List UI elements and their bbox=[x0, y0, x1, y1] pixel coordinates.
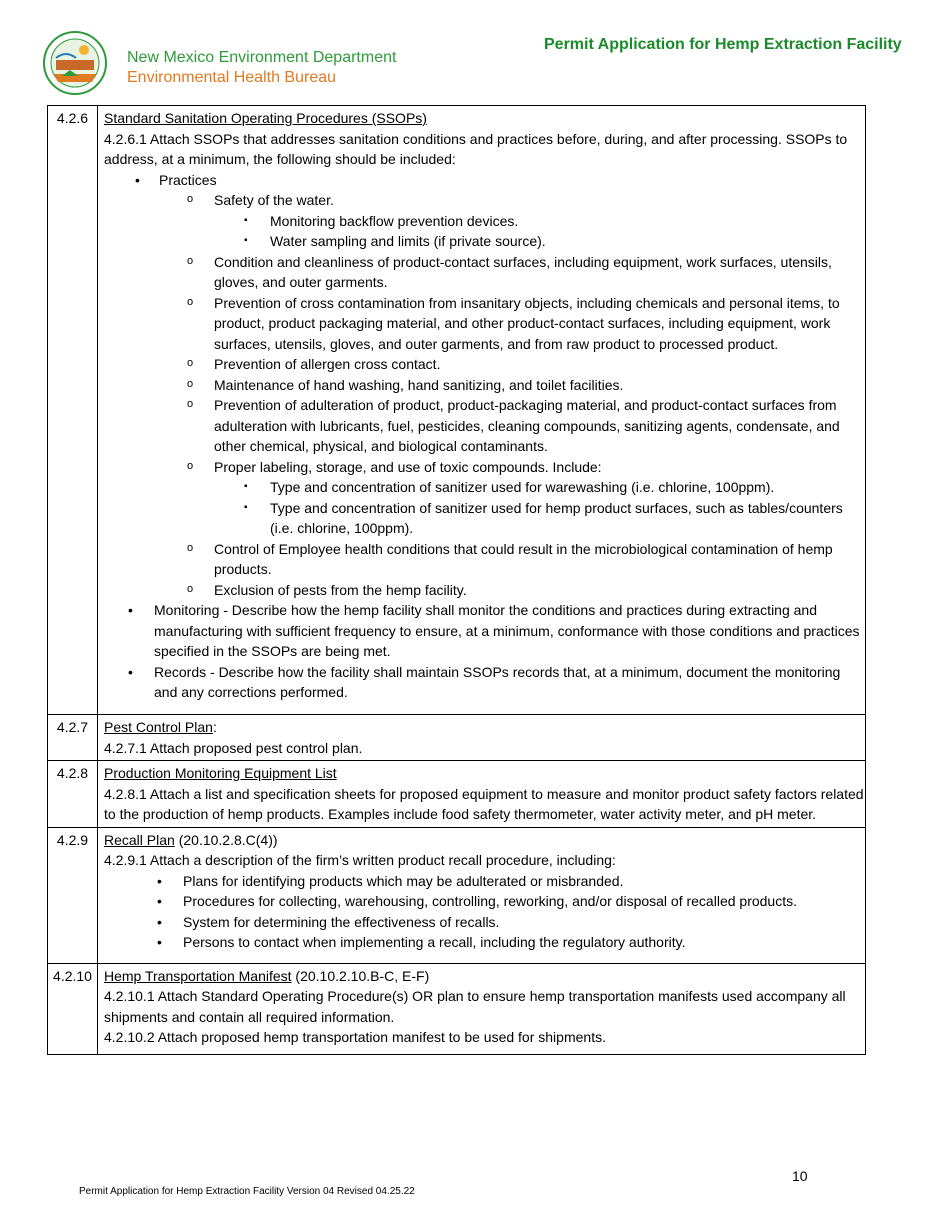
list-item bbox=[159, 190, 865, 252]
list-item: o Prevention of cross contamination from insanitary objects, including chemicals and personal items, to product, product packaging material, and other product-contact surfaces, including equipment, work surfaces, utensils, gloves, and outer garments, and from raw product to processed product. bbox=[159, 293, 865, 355]
subsublist bbox=[214, 477, 865, 539]
list-item: • Procedures for collecting, warehousing, controlling, reworking, and/or disposal of recalled products. bbox=[133, 891, 865, 912]
list-item: o Prevention of adulteration of product, product-packaging material, and product-contact surfaces from adulteration with lubricants, fuel, pesticides, cleaning compounds, sanitizing agents, condensate, and other chemical, physical, and biological contaminants. bbox=[159, 395, 865, 457]
heading-colon: : bbox=[212, 719, 217, 735]
section-text: 4.2.7.1 Attach proposed pest control plan. bbox=[104, 739, 363, 756]
section-content bbox=[98, 827, 866, 963]
section-intro: 4.2.6.1 Attach SSOPs that addresses sanitation conditions and practices before, during, and after processing. SSOPs to address, at a minimum, the following should be included: bbox=[104, 130, 848, 167]
list-text: Safety of the water. bbox=[214, 192, 334, 208]
nmed-logo-icon bbox=[42, 30, 108, 96]
section-number: 4.2.6 bbox=[48, 106, 98, 715]
footer-text: Permit Application for Hemp Extraction Facility Version 04 Revised 04.25.22 bbox=[79, 1186, 415, 1197]
section-heading: Standard Sanitation Operating Procedures (SSOPs) bbox=[104, 110, 427, 126]
section-heading: Recall Plan bbox=[104, 831, 175, 848]
section-reference: (20.10.2.8.C(4)) bbox=[174, 831, 278, 848]
list-item: o Exclusion of pests from the hemp facility. bbox=[159, 580, 865, 601]
page-header bbox=[0, 0, 950, 100]
section-heading: Hemp Transportation Manifest bbox=[104, 967, 292, 984]
bureau-line: Environmental Health Bureau bbox=[127, 69, 337, 86]
section-content bbox=[98, 106, 866, 715]
list-item bbox=[159, 457, 865, 539]
list-item: • Persons to contact when implementing a recall, including the regulatory authority. bbox=[133, 932, 865, 953]
section-reference: (20.10.2.10.B-C, E-F) bbox=[291, 967, 430, 984]
list-item: ▪ Type and concentration of sanitizer used for hemp product surfaces, such as tables/counters (i.e. chlorine, 100ppm). bbox=[214, 498, 865, 539]
section-number: 4.2.10 bbox=[48, 963, 98, 1054]
recall-list bbox=[104, 871, 865, 953]
table-row bbox=[48, 761, 866, 828]
section-content bbox=[98, 715, 866, 761]
page-number: 10 bbox=[792, 1168, 808, 1184]
list-item: • System for determining the effectiveness of recalls. bbox=[133, 912, 865, 933]
list-item: ▪ Water sampling and limits (if private source). bbox=[214, 231, 865, 252]
list-item: o Maintenance of hand washing, hand sanitizing, and toilet facilities. bbox=[159, 375, 865, 396]
clipped-cell bbox=[104, 108, 865, 712]
section-content bbox=[98, 963, 866, 1054]
document-title: Permit Application for Hemp Extraction Facility bbox=[544, 36, 902, 53]
table-row bbox=[48, 106, 866, 715]
ssop-bullets bbox=[104, 600, 865, 703]
table-row bbox=[48, 715, 866, 761]
section-heading: Pest Control Plan bbox=[104, 719, 213, 735]
department-line: New Mexico Environment Department bbox=[127, 49, 397, 66]
list-text: Proper labeling, storage, and use of toxic compounds. Include: bbox=[214, 458, 602, 475]
section-heading: Production Monitoring Equipment List bbox=[104, 765, 337, 781]
list-item: o Condition and cleanliness of product-contact surfaces, including equipment, work surfaces, utensils, gloves, and outer garments. bbox=[159, 252, 865, 293]
sublist bbox=[159, 190, 865, 600]
department-name bbox=[127, 48, 396, 88]
list-item: o Prevention of allergen cross contact. bbox=[159, 354, 865, 375]
list-item bbox=[104, 170, 865, 601]
section-text: 4.2.10.1 Attach Standard Operating Procedure(s) OR plan to ensure hemp transportation manifests used accompany all shipments and contain all required information. bbox=[104, 988, 846, 1025]
list-item: ▪ Type and concentration of sanitizer used for warewashing (i.e. chlorine, 100ppm). bbox=[214, 477, 865, 498]
list-item: o Control of Employee health conditions that could result in the microbiological contamination of hemp products. bbox=[159, 539, 865, 580]
list-item: • Plans for identifying products which may be adulterated or misbranded. bbox=[133, 871, 865, 892]
section-content bbox=[98, 761, 866, 828]
subsublist bbox=[214, 211, 865, 252]
practices-list bbox=[104, 170, 865, 601]
table-row bbox=[48, 963, 866, 1054]
section-number: 4.2.9 bbox=[48, 827, 98, 963]
section-text: 4.2.8.1 Attach a list and specification sheets for proposed equipment to measure and monitor product safety factors related to the production of hemp products. Examples include food safety thermometer, water activity meter, and pH meter. bbox=[104, 785, 864, 822]
section-number: 4.2.7 bbox=[48, 715, 98, 761]
requirements-table bbox=[47, 105, 866, 1055]
section-number: 4.2.8 bbox=[48, 761, 98, 828]
list-item: • Records - Describe how the facility shall maintain SSOPs records that, at a minimum, document the monitoring and any corrections performed. bbox=[104, 662, 865, 703]
table-row bbox=[48, 827, 866, 963]
list-item: ▪ Monitoring backflow prevention devices. bbox=[214, 211, 865, 232]
section-text: 4.2.10.2 Attach proposed hemp transportation manifest to be used for shipments. bbox=[104, 1029, 606, 1045]
section-text: 4.2.9.1 Attach a description of the firm’s written product recall procedure, including: bbox=[104, 852, 616, 868]
practices-label: Practices bbox=[159, 171, 217, 188]
list-item: • Monitoring - Describe how the hemp facility shall monitor the conditions and practices during extracting and manufacturing with sufficient frequency to ensure, at a minimum, conformance with those conditions and practices specified in the SSOPs are being met. bbox=[104, 600, 865, 662]
